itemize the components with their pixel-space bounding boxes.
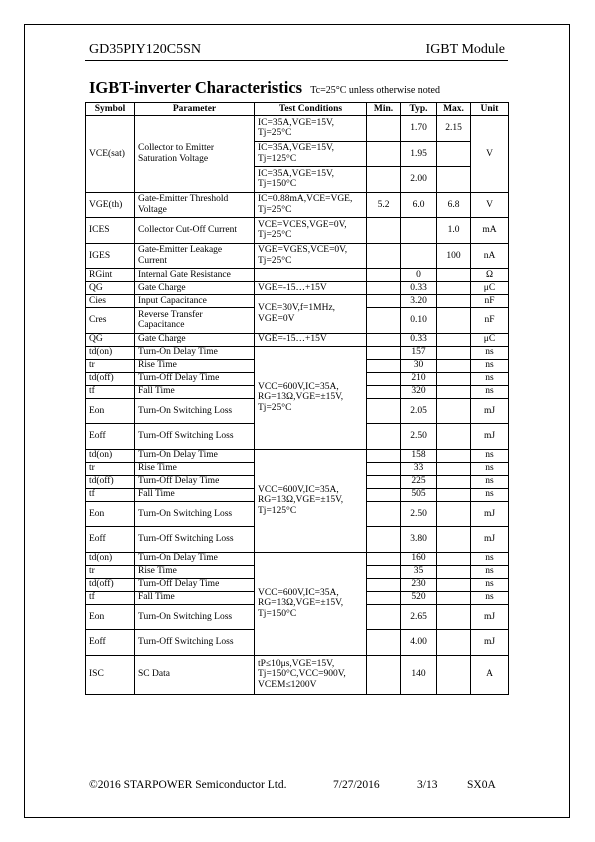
- conditions-cell: VCC=600V,IC=35A, RG=13Ω,VGE=±15V, Tj=150°C: [255, 552, 367, 655]
- typ-cell: 230: [401, 578, 437, 591]
- symbol-cell: Eoff: [86, 527, 135, 553]
- conditions-cell: [255, 269, 367, 282]
- unit-cell: ns: [471, 449, 509, 462]
- symbol-cell: Eoff: [86, 630, 135, 656]
- min-cell: [367, 475, 401, 488]
- max-cell: [437, 346, 471, 359]
- header-part-number: GD35PIY120C5SN: [89, 42, 202, 57]
- max-cell: [437, 604, 471, 630]
- parameter-cell: Turn-On Switching Loss: [135, 501, 255, 527]
- symbol-cell: tf: [86, 385, 135, 398]
- unit-cell: mJ: [471, 630, 509, 656]
- table-row: [86, 269, 509, 282]
- max-cell: [437, 655, 471, 694]
- unit-cell: ns: [471, 488, 509, 501]
- unit-cell: mA: [471, 218, 509, 244]
- unit-cell: ns: [471, 462, 509, 475]
- parameter-cell: Fall Time: [135, 591, 255, 604]
- parameter-cell: Turn-Off Delay Time: [135, 372, 255, 385]
- symbol-cell: Eon: [86, 604, 135, 630]
- parameter-cell: Rise Time: [135, 565, 255, 578]
- typ-cell: 33: [401, 462, 437, 475]
- footer-page-number: 3/13: [417, 779, 438, 791]
- parameter-cell: Input Capacitance: [135, 295, 255, 308]
- typ-cell: 0.33: [401, 333, 437, 346]
- symbol-cell: tf: [86, 488, 135, 501]
- min-cell: [367, 372, 401, 385]
- max-cell: [437, 630, 471, 656]
- max-cell: [437, 333, 471, 346]
- min-cell: [367, 655, 401, 694]
- max-cell: [437, 527, 471, 553]
- min-cell: [367, 308, 401, 334]
- parameter-cell: Turn-On Delay Time: [135, 449, 255, 462]
- typ-cell: 4.00: [401, 630, 437, 656]
- unit-cell: ns: [471, 578, 509, 591]
- min-cell: 5.2: [367, 192, 401, 218]
- min-cell: [367, 630, 401, 656]
- max-cell: 2.15: [437, 116, 471, 142]
- typ-cell: 2.50: [401, 501, 437, 527]
- unit-cell: ns: [471, 385, 509, 398]
- footer-copyright: ©2016 STARPOWER Semiconductor Ltd.: [89, 779, 287, 791]
- table-row: [86, 218, 509, 244]
- table-row: [86, 116, 509, 142]
- symbol-cell: QG: [86, 282, 135, 295]
- unit-cell: V: [471, 192, 509, 218]
- col-header-test-conditions: Test Conditions: [255, 103, 367, 116]
- conditions-cell: tP≤10μs,VGE=15V, Tj=150°C,VCC=900V, VCEM≤1200V: [255, 655, 367, 694]
- table-row: [86, 449, 509, 462]
- min-cell: [367, 243, 401, 269]
- table-row: [86, 295, 509, 308]
- parameter-cell: Turn-On Delay Time: [135, 552, 255, 565]
- parameter-cell: Turn-On Switching Loss: [135, 398, 255, 424]
- parameter-cell: Turn-Off Delay Time: [135, 475, 255, 488]
- typ-cell: 30: [401, 359, 437, 372]
- table-row: [86, 655, 509, 694]
- parameter-cell: Turn-On Delay Time: [135, 346, 255, 359]
- unit-cell: nF: [471, 295, 509, 308]
- symbol-cell: Eon: [86, 398, 135, 424]
- typ-cell: 2.05: [401, 398, 437, 424]
- unit-cell: μC: [471, 333, 509, 346]
- symbol-cell: tf: [86, 591, 135, 604]
- parameter-cell: Gate-Emitter Leakage Current: [135, 243, 255, 269]
- max-cell: [437, 578, 471, 591]
- max-cell: [437, 565, 471, 578]
- typ-cell: 505: [401, 488, 437, 501]
- col-header-typ: Typ.: [401, 103, 437, 116]
- typ-cell: 160: [401, 552, 437, 565]
- typ-cell: 0: [401, 269, 437, 282]
- parameter-cell: Turn-On Switching Loss: [135, 604, 255, 630]
- table-row: [86, 192, 509, 218]
- symbol-cell: RGint: [86, 269, 135, 282]
- parameter-cell: Turn-Off Delay Time: [135, 578, 255, 591]
- unit-cell: nA: [471, 243, 509, 269]
- typ-cell: [401, 243, 437, 269]
- max-cell: [437, 462, 471, 475]
- parameter-cell: Rise Time: [135, 462, 255, 475]
- unit-cell: mJ: [471, 398, 509, 424]
- unit-cell: ns: [471, 372, 509, 385]
- min-cell: [367, 449, 401, 462]
- symbol-cell: td(on): [86, 449, 135, 462]
- section-condition: Tc=25°C unless otherwise noted: [310, 85, 440, 96]
- unit-cell: A: [471, 655, 509, 694]
- table-row: [86, 333, 509, 346]
- min-cell: [367, 591, 401, 604]
- table-row: [86, 282, 509, 295]
- symbol-cell: td(on): [86, 346, 135, 359]
- min-cell: [367, 424, 401, 450]
- conditions-cell: IC=35A,VGE=15V, Tj=25°C: [255, 116, 367, 142]
- symbol-cell: VGE(th): [86, 192, 135, 218]
- typ-cell: 1.95: [401, 141, 437, 167]
- max-cell: [437, 372, 471, 385]
- typ-cell: 2.00: [401, 167, 437, 193]
- min-cell: [367, 282, 401, 295]
- conditions-cell: IC=35A,VGE=15V, Tj=150°C: [255, 167, 367, 193]
- max-cell: 1.0: [437, 218, 471, 244]
- conditions-cell: VGE=VGES,VCE=0V, Tj=25°C: [255, 243, 367, 269]
- section-title: [89, 78, 440, 98]
- max-cell: 6.8: [437, 192, 471, 218]
- characteristics-table: [85, 102, 509, 695]
- conditions-cell: IC=35A,VGE=15V, Tj=125°C: [255, 141, 367, 167]
- section-title-text: IGBT-inverter Characteristics: [89, 78, 303, 97]
- col-header-max: Max.: [437, 103, 471, 116]
- unit-cell: Ω: [471, 269, 509, 282]
- col-header-min: Min.: [367, 103, 401, 116]
- symbol-cell: td(off): [86, 372, 135, 385]
- unit-cell: ns: [471, 475, 509, 488]
- min-cell: [367, 141, 401, 167]
- unit-cell: ns: [471, 565, 509, 578]
- unit-cell: ns: [471, 346, 509, 359]
- max-cell: [437, 424, 471, 450]
- symbol-cell: Cres: [86, 308, 135, 334]
- min-cell: [367, 269, 401, 282]
- footer-revision: SX0A: [467, 779, 496, 791]
- min-cell: [367, 488, 401, 501]
- parameter-cell: Collector to Emitter Saturation Voltage: [135, 116, 255, 193]
- header-divider: [85, 60, 508, 61]
- parameter-cell: Fall Time: [135, 385, 255, 398]
- symbol-cell: ISC: [86, 655, 135, 694]
- typ-cell: 158: [401, 449, 437, 462]
- col-header-symbol: Symbol: [86, 103, 135, 116]
- symbol-cell: td(on): [86, 552, 135, 565]
- footer-date: 7/27/2016: [333, 779, 380, 791]
- max-cell: [437, 488, 471, 501]
- symbol-cell: td(off): [86, 475, 135, 488]
- unit-cell: ns: [471, 591, 509, 604]
- conditions-cell: VCC=600V,IC=35A, RG=13Ω,VGE=±15V, Tj=25°C: [255, 346, 367, 449]
- typ-cell: 210: [401, 372, 437, 385]
- parameter-cell: Gate Charge: [135, 282, 255, 295]
- min-cell: [367, 116, 401, 142]
- min-cell: [367, 578, 401, 591]
- min-cell: [367, 604, 401, 630]
- typ-cell: 1.70: [401, 116, 437, 142]
- typ-cell: 225: [401, 475, 437, 488]
- symbol-cell: tr: [86, 462, 135, 475]
- conditions-cell: VGE=-15…+15V: [255, 333, 367, 346]
- symbol-cell: tr: [86, 565, 135, 578]
- parameter-cell: Internal Gate Resistance: [135, 269, 255, 282]
- parameter-cell: Fall Time: [135, 488, 255, 501]
- parameter-cell: Gate Charge: [135, 333, 255, 346]
- max-cell: [437, 282, 471, 295]
- parameter-cell: Rise Time: [135, 359, 255, 372]
- typ-cell: 320: [401, 385, 437, 398]
- typ-cell: 0.33: [401, 282, 437, 295]
- min-cell: [367, 501, 401, 527]
- max-cell: [437, 449, 471, 462]
- min-cell: [367, 398, 401, 424]
- conditions-cell: VCC=600V,IC=35A, RG=13Ω,VGE=±15V, Tj=125°C: [255, 449, 367, 552]
- max-cell: [437, 295, 471, 308]
- min-cell: [367, 462, 401, 475]
- symbol-cell: tr: [86, 359, 135, 372]
- min-cell: [367, 565, 401, 578]
- symbol-cell: td(off): [86, 578, 135, 591]
- min-cell: [367, 295, 401, 308]
- parameter-cell: Gate-Emitter Threshold Voltage: [135, 192, 255, 218]
- max-cell: [437, 141, 471, 167]
- col-header-unit: Unit: [471, 103, 509, 116]
- header-module-type: IGBT Module: [425, 42, 505, 57]
- typ-cell: 2.50: [401, 424, 437, 450]
- max-cell: 100: [437, 243, 471, 269]
- typ-cell: 3.20: [401, 295, 437, 308]
- unit-cell: ns: [471, 359, 509, 372]
- parameter-cell: Collector Cut-Off Current: [135, 218, 255, 244]
- min-cell: [367, 167, 401, 193]
- min-cell: [367, 359, 401, 372]
- max-cell: [437, 591, 471, 604]
- parameter-cell: SC Data: [135, 655, 255, 694]
- typ-cell: 35: [401, 565, 437, 578]
- symbol-cell: Eon: [86, 501, 135, 527]
- unit-cell: V: [471, 116, 509, 193]
- unit-cell: ns: [471, 552, 509, 565]
- symbol-cell: Eoff: [86, 424, 135, 450]
- typ-cell: 0.10: [401, 308, 437, 334]
- max-cell: [437, 359, 471, 372]
- typ-cell: 3.80: [401, 527, 437, 553]
- conditions-cell: VCE=30V,f=1MHz, VGE=0V: [255, 295, 367, 334]
- symbol-cell: Cies: [86, 295, 135, 308]
- unit-cell: mJ: [471, 527, 509, 553]
- max-cell: [437, 167, 471, 193]
- conditions-cell: VGE=-15…+15V: [255, 282, 367, 295]
- max-cell: [437, 552, 471, 565]
- typ-cell: 520: [401, 591, 437, 604]
- symbol-cell: IGES: [86, 243, 135, 269]
- parameter-cell: Turn-Off Switching Loss: [135, 527, 255, 553]
- max-cell: [437, 475, 471, 488]
- col-header-parameter: Parameter: [135, 103, 255, 116]
- max-cell: [437, 501, 471, 527]
- parameter-cell: Turn-Off Switching Loss: [135, 424, 255, 450]
- max-cell: [437, 308, 471, 334]
- parameter-cell: Turn-Off Switching Loss: [135, 630, 255, 656]
- unit-cell: nF: [471, 308, 509, 334]
- parameter-cell: Reverse Transfer Capacitance: [135, 308, 255, 334]
- table-row: [86, 552, 509, 565]
- min-cell: [367, 527, 401, 553]
- typ-cell: 140: [401, 655, 437, 694]
- typ-cell: 6.0: [401, 192, 437, 218]
- symbol-cell: ICES: [86, 218, 135, 244]
- unit-cell: μC: [471, 282, 509, 295]
- max-cell: [437, 385, 471, 398]
- typ-cell: 2.65: [401, 604, 437, 630]
- min-cell: [367, 552, 401, 565]
- table-body: [86, 116, 509, 695]
- unit-cell: mJ: [471, 604, 509, 630]
- symbol-cell: QG: [86, 333, 135, 346]
- unit-cell: mJ: [471, 501, 509, 527]
- min-cell: [367, 333, 401, 346]
- max-cell: [437, 269, 471, 282]
- table-row: [86, 243, 509, 269]
- table-header-row: [86, 103, 509, 116]
- conditions-cell: VCE=VCES,VGE=0V, Tj=25°C: [255, 218, 367, 244]
- typ-cell: 157: [401, 346, 437, 359]
- unit-cell: mJ: [471, 424, 509, 450]
- typ-cell: [401, 218, 437, 244]
- min-cell: [367, 218, 401, 244]
- table-row: [86, 346, 509, 359]
- max-cell: [437, 398, 471, 424]
- conditions-cell: IC=0.88mA,VCE=VGE, Tj=25°C: [255, 192, 367, 218]
- min-cell: [367, 346, 401, 359]
- symbol-cell: VCE(sat): [86, 116, 135, 193]
- min-cell: [367, 385, 401, 398]
